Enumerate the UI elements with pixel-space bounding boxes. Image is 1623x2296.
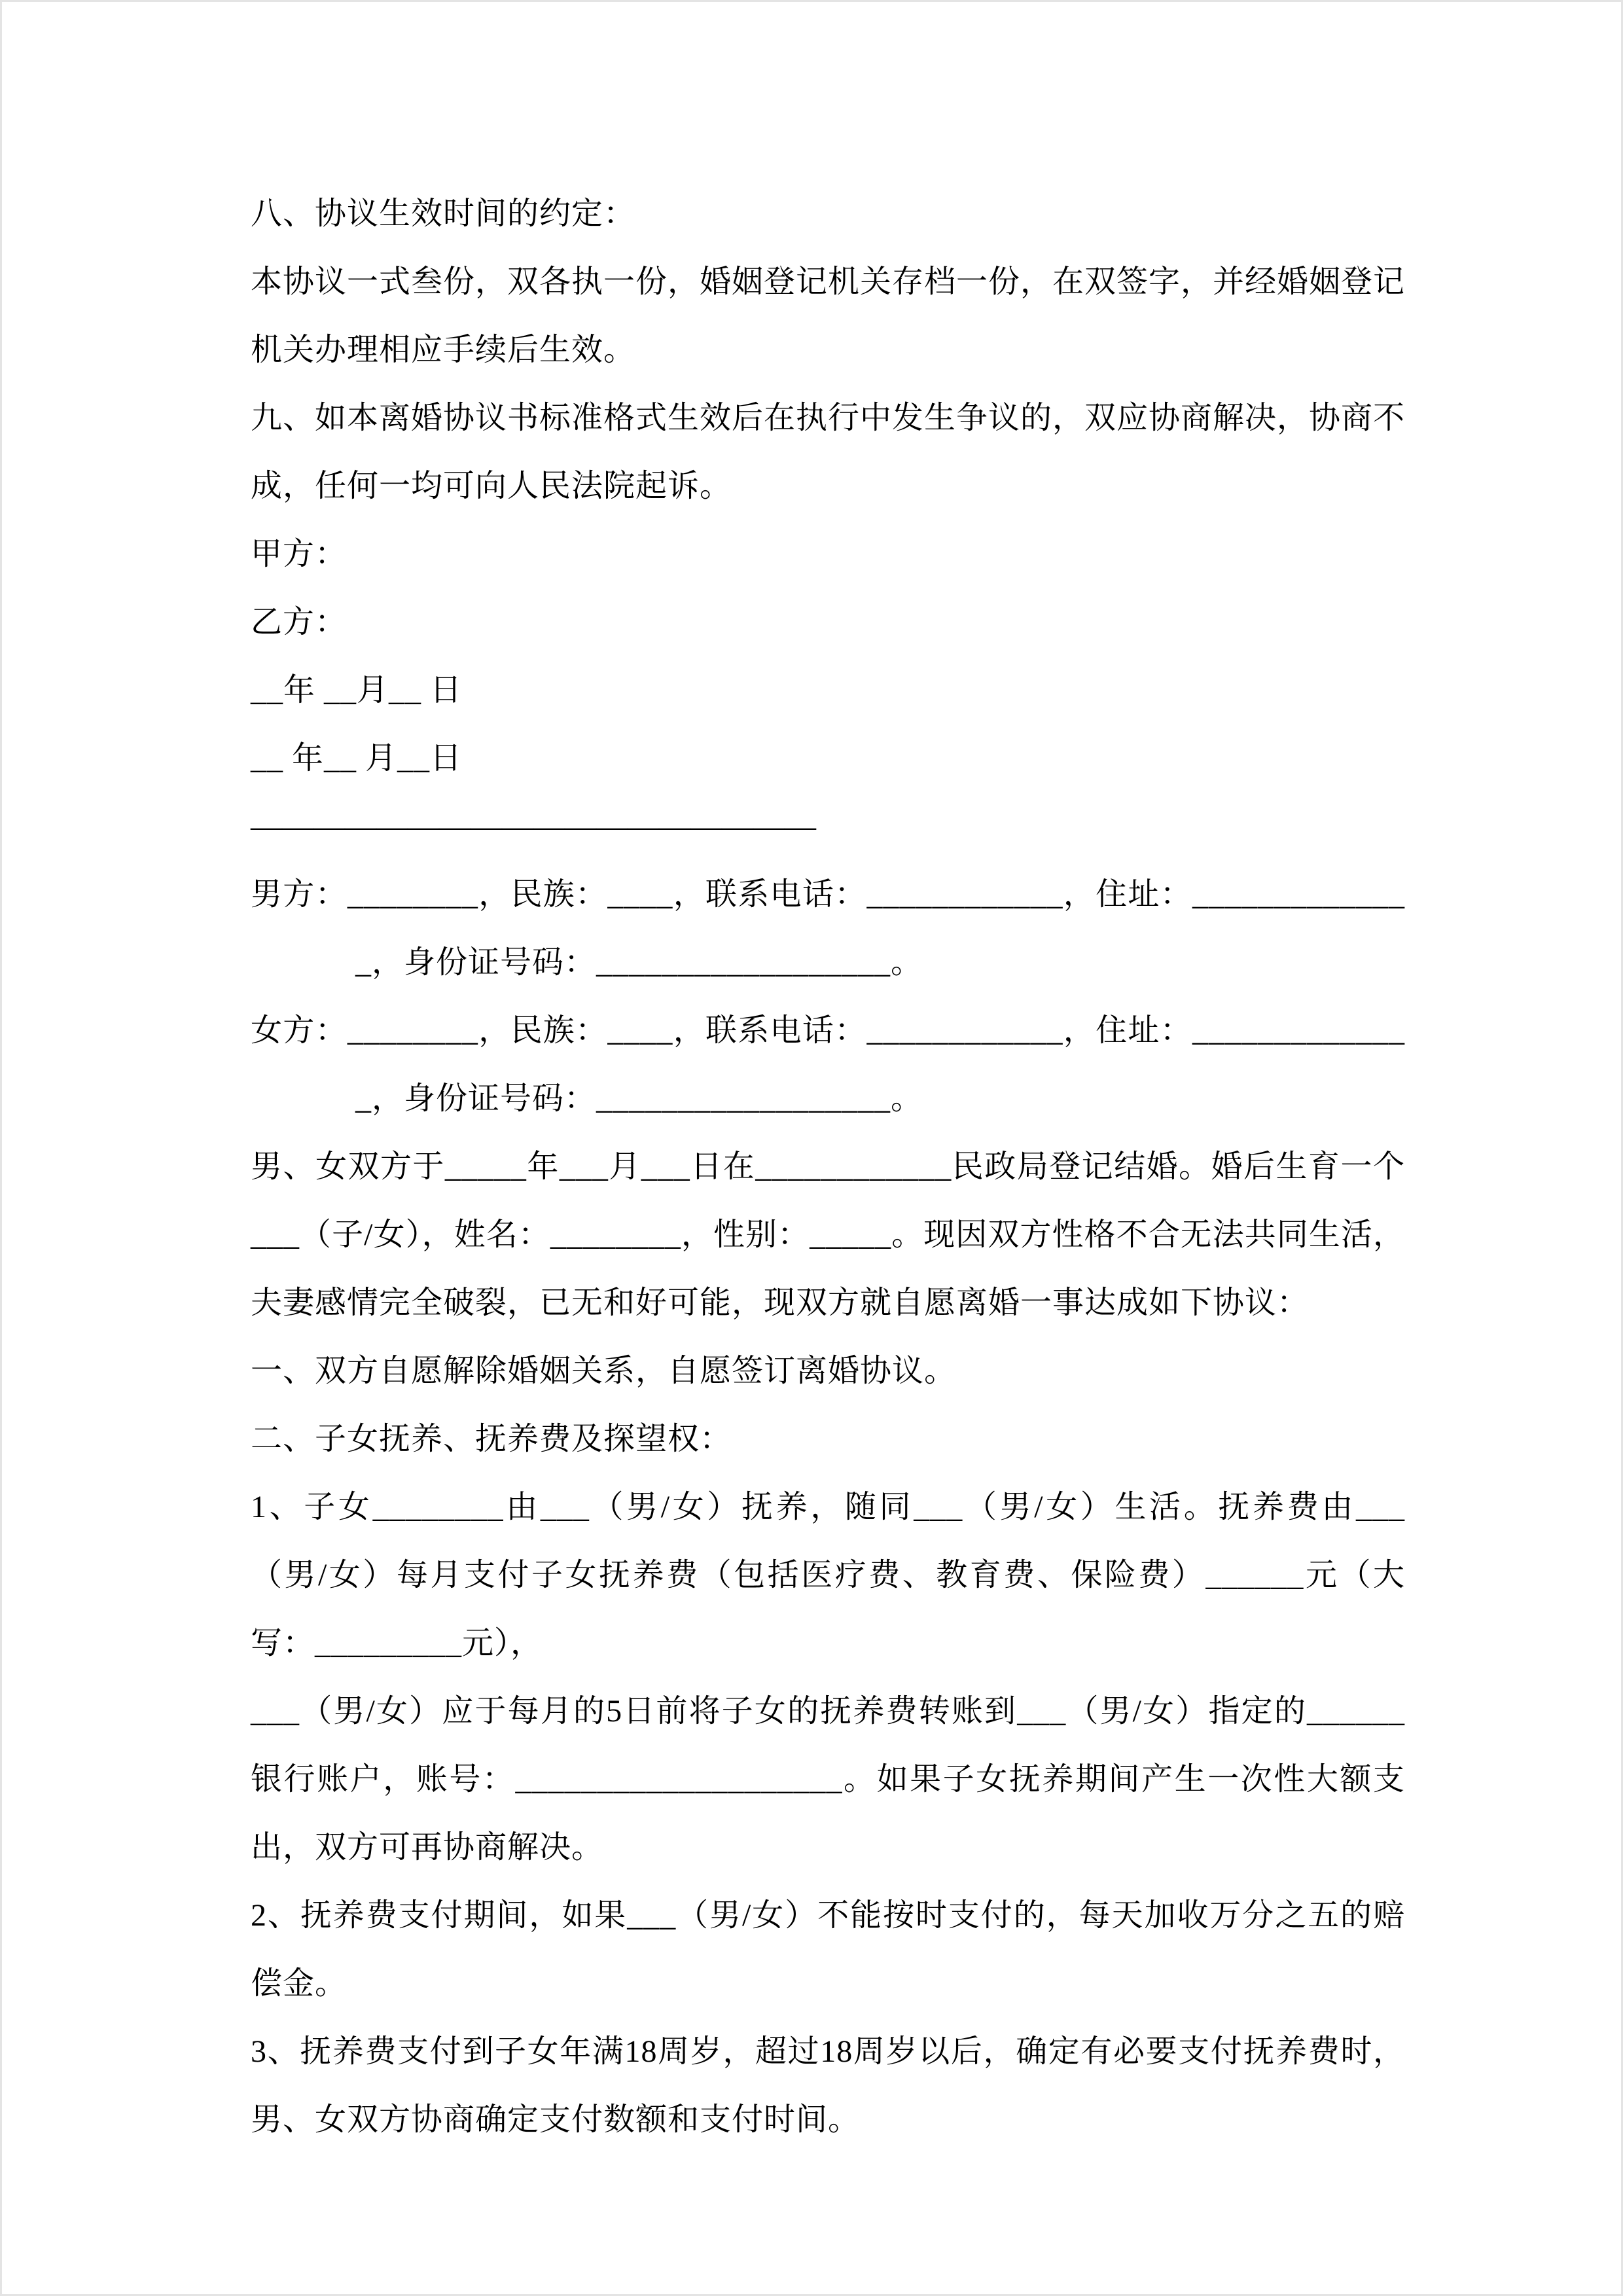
separator-line: —————————————————— xyxy=(251,809,816,844)
party-a-signature-label: 甲方： xyxy=(251,537,348,571)
custody-item-3-duration: 3、抚养费支付到子女年满18周岁，超过18周岁以后，确定有必要支付抚养费时，男、女双方协商确定支付数额和支付时间。 xyxy=(251,2034,1405,2137)
custody-item-1-support: 1、子女________由___（男/女）抚养，随同___（男/女）生活。抚养费由___（男/女）每月支付子女抚养费（包括医疗费、教育费、保险费）______元（大写：_________元）， xyxy=(251,1490,1405,1660)
wife-info-line: 女方：________，民族：____，联系电话：____________，住址：______________，身份证号码：__________________。 xyxy=(251,1013,1405,1116)
clause-8-heading: 八、协议生效时间的约定： xyxy=(251,196,636,231)
marriage-registration-paragraph: 男、女双方于_____年___月___日在____________民政局登记结婚。婚后生育一个___（子/女），姓名：________，性别：_____。现因双方性格不合无法共同生活，夫妻感情完全破裂，已无和好可能，现双方就自愿离婚一事达成如下协议： xyxy=(251,1149,1405,1320)
custody-item-2-penalty: 2、抚养费支付期间，如果___（男/女）不能按时支付的，每天加收万分之五的赔偿金。 xyxy=(251,1898,1405,2001)
clause-2-custody-heading: 二、子女抚养、抚养费及探望权： xyxy=(251,1422,732,1456)
husband-info-line: 男方：________，民族：____，联系电话：____________，住址：______________，身份证号码：__________________。 xyxy=(251,877,1405,980)
date-blank-line-1: __年 __月__ 日 xyxy=(251,673,463,708)
party-b-signature-label: 乙方： xyxy=(251,605,348,639)
clause-1-divorce-agreement: 一、双方自愿解除婚姻关系，自愿签订离婚协议。 xyxy=(251,1354,957,1388)
document-body xyxy=(2,2,1621,2154)
clause-8-body: 本协议一式叁份，双各执一份，婚姻登记机关存档一份，在双签字，并经婚姻登记机关办理相应手续后生效。 xyxy=(251,264,1406,367)
date-blank-line-2: __ 年__ 月__日 xyxy=(251,741,463,776)
clause-9-body: 九、如本离婚协议书标准格式生效后在执行中发生争议的，双应协商解决，协商不成，任何一均可向人民法院起诉。 xyxy=(251,401,1406,503)
custody-item-1-transfer: ___（男/女）应于每月的5日前将子女的抚养费转账到___（男/女）指定的______银行账户，账号：____________________。如果子女抚养期间产生一次性大额支出，双方可再协商解决。 xyxy=(251,1694,1405,1865)
